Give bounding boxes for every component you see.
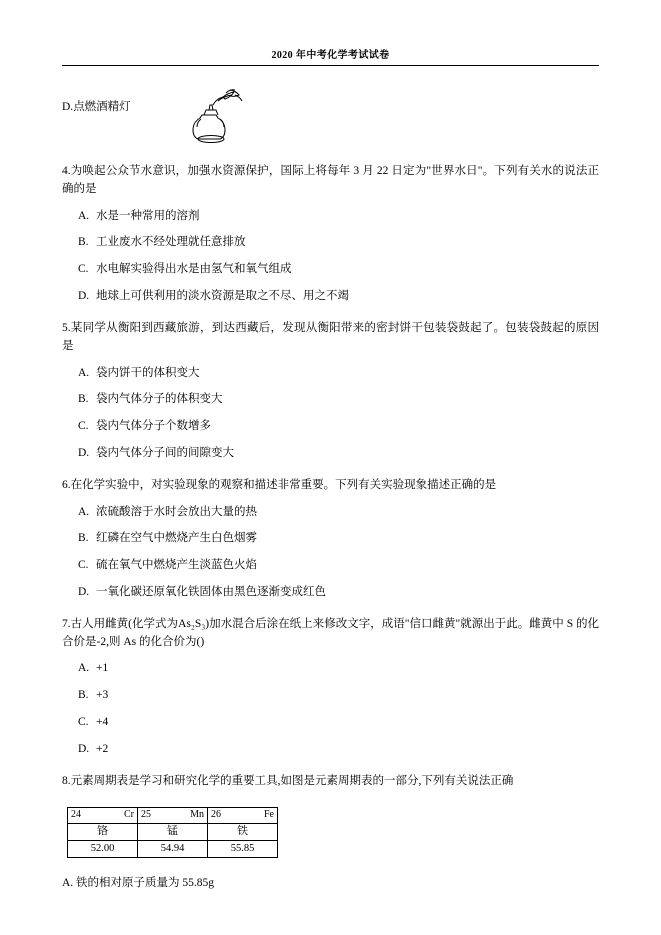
question-stem: 7.古人用雌黄(化学式为As₂S₃)加水混合后涂在纸上来修改文字，成语"信口雌黄"就源出于此。雌黄中 S 的化合价是-2,则 As 的化合价为() (62, 617, 599, 648)
option-item (62, 365, 599, 383)
option-item (62, 391, 599, 409)
option-d-lamp-block (62, 91, 599, 149)
option-item (62, 741, 599, 759)
table-cell-name: 铬 (68, 823, 138, 840)
question-stem: 4.为唤起公众节水意识，加强水资源保护，国际上将每年 3 月 22 日定为"世界水日"。下列有关水的说法正确的是 (62, 165, 599, 195)
element-symbol: Cr (124, 808, 134, 820)
option-text: 硫在氧气中燃烧产生淡蓝色火焰 (96, 559, 257, 572)
option-label: D. (78, 586, 90, 598)
option-item (62, 660, 599, 678)
option-label: D. (78, 446, 90, 459)
element-number: 26 (211, 808, 221, 820)
page-header (62, 0, 599, 64)
header-divider (62, 65, 599, 66)
table-cell-header (138, 807, 208, 823)
option-item (62, 208, 599, 226)
option-d-lamp-text (62, 99, 131, 116)
option-text: 红磷在空气中燃烧产生白色烟雾 (96, 532, 257, 545)
page-content (62, 65, 599, 892)
option-text: +1 (96, 662, 109, 675)
option-label: A. (78, 662, 90, 675)
option-text: 袋内气体分子的体积变大 (96, 393, 223, 406)
table-cell-mass: 55.85 (208, 840, 278, 857)
option-item (62, 557, 599, 575)
option-d-label: D. (62, 101, 74, 113)
option-text: 水是一种常用的溶剂 (96, 209, 200, 222)
option-text: +4 (96, 716, 109, 729)
table-row-name (68, 823, 278, 840)
option-label: C. (78, 716, 89, 729)
question-stem: 5.某同学从衡阳到西藏旅游，到达西藏后，发现从衡阳带来的密封饼干包装袋鼓起了。包装袋鼓起的原因是 (62, 321, 599, 352)
option-label: C. (78, 263, 89, 276)
option-item: A. 铁的相对原子质量为 55.85g (62, 876, 215, 889)
table-cell-mass: 52.00 (68, 840, 138, 857)
element-number: 24 (71, 808, 81, 820)
table-cell-name: 锰 (138, 823, 208, 840)
option-label: C. (78, 420, 89, 433)
option-label: B. (78, 236, 89, 249)
option-label: D. (78, 290, 90, 303)
alcohol-lamp-illustration (180, 89, 252, 147)
option-label: B. (78, 532, 89, 545)
table-cell-name: 铁 (208, 823, 278, 840)
option-item (62, 584, 599, 602)
option-item (62, 288, 599, 306)
option-item (62, 504, 599, 522)
table-row-header (68, 807, 278, 823)
option-text: 袋内气体分子个数增多 (96, 420, 211, 433)
option-text: 袋内气体分子间的间隙变大 (96, 446, 234, 459)
option-item (62, 234, 599, 252)
option-item (62, 261, 599, 279)
option-item (62, 687, 599, 705)
option-text: 工业废水不经处理就任意排放 (96, 236, 246, 249)
option-label: A. (78, 209, 90, 222)
option-label: C. (78, 559, 89, 572)
periodic-table-figure (62, 807, 599, 858)
option-text: 袋内饼干的体积变大 (96, 366, 200, 379)
option-text: +3 (96, 689, 109, 702)
table-row-mass (68, 840, 278, 857)
option-label: A. (78, 505, 90, 518)
option-d-text: 点燃酒精灯 (73, 101, 131, 113)
option-text: 浓硫酸溶于水时会放出大量的热 (96, 505, 257, 518)
option-item (62, 418, 599, 436)
option-text: +2 (96, 742, 109, 755)
table-cell-mass: 54.94 (138, 840, 208, 857)
periodic-table (67, 807, 278, 858)
option-text: 地球上可供利用的淡水资源是取之不尽、用之不竭 (96, 290, 349, 303)
question-stem: 8.元素周期表是学习和研究化学的重要工具,如图是元素周期表的一部分,下列有关说法正确 (62, 774, 514, 787)
option-label: B. (78, 689, 89, 702)
table-cell-header (208, 807, 278, 823)
option-label: A. (78, 366, 90, 379)
question-stem: 6.在化学实验中，对实验现象的观察和描述非常重要。下列有关实验现象描述正确的是 (62, 478, 497, 491)
option-label: D. (78, 742, 90, 755)
option-item (62, 445, 599, 463)
element-number: 25 (141, 808, 151, 820)
option-text: 水电解实验得出水是由氢气和氧气组成 (96, 263, 292, 276)
option-text: 一氧化碳还原氧化铁固体由黑色逐渐变成红色 (96, 586, 326, 598)
header-title: 2020 年中考化学考试试卷 (271, 50, 390, 61)
option-item (62, 530, 599, 548)
element-symbol: Mn (190, 808, 204, 820)
option-label: B. (78, 393, 89, 406)
table-cell-header (68, 807, 138, 823)
option-item (62, 714, 599, 732)
element-symbol: Fe (264, 808, 274, 820)
